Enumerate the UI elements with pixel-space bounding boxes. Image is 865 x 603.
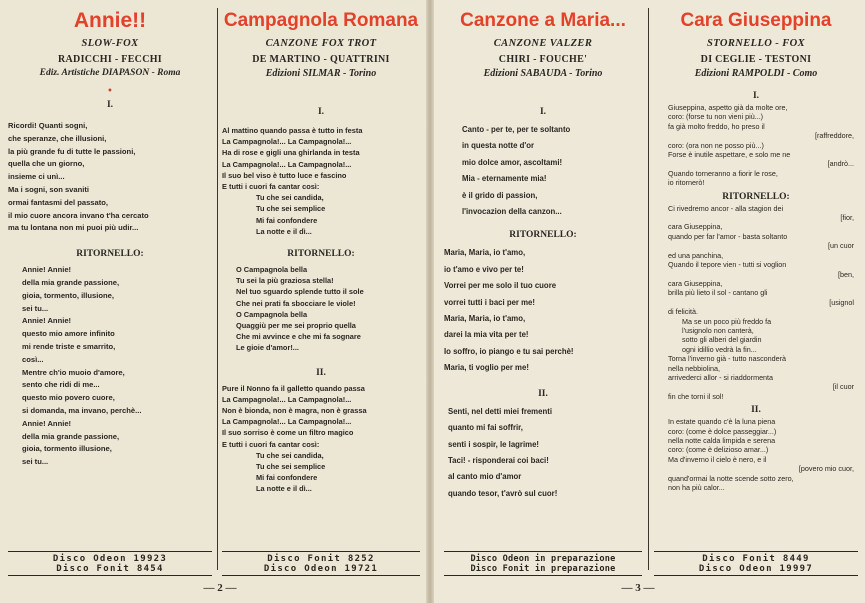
disco-line: Disco Fonit 8252 [267,554,375,564]
lyric-line: insieme ci unì... [8,172,65,182]
lyric-line: O Campagnola bella [236,265,308,275]
lyric-line: E tutti i cuori fa cantar così: [222,439,320,449]
song-title: Cara Giuseppina [680,10,832,31]
song-publisher: Edizioni SABAUDA - Torino [483,68,603,79]
lyric-line: Io soffro, io piango e tu sai perchè! [444,346,574,356]
lyric-line: La Campagnola!... La Campagnola!... [222,137,352,147]
lyric-line: Mentre ch'io muoio d'amore, [22,367,125,377]
lyric-line: Maria, Maria, io t'amo, [444,248,526,258]
lyric-line-continuation: [il cuor [832,382,854,392]
lyric-line: Ma i sogni, son svaniti [8,184,90,194]
lyric-line: Non è bionda, non è magra, non è grassa [222,406,367,416]
lyric-line: mi rende triste e smarrito, [22,341,116,351]
lyric-line: La Campagnola!... La Campagnola!... [222,417,352,427]
lyric-line: Tu che sei candida, [256,450,324,460]
lyric-line: Annie! Annie! [22,265,72,275]
lyric-line: Vorrei per me solo il tuo cuore [444,281,557,291]
song-title: Annie!! [73,9,147,32]
lyric-line: Nel tuo sguardo splende tutto il sole [236,287,364,297]
ornament-dot [222,87,420,97]
lyric-line: Il suo bel viso è tutto luce e fascino [222,170,347,180]
lyric-line: coro: (forse tu non vieni più...) [668,112,764,122]
song-column-giuseppina [650,6,862,576]
lyric-line: Tu che sei semplice [256,204,326,214]
lyric-line: sotto gli alberi del giardin [682,335,762,345]
disco-info [444,551,642,576]
lyric-line: Le gioie d'amor!... [236,343,299,353]
lyric-line: sei tu... [22,303,49,313]
lyric-line: Che mi avvince e che mi fa sognare [236,332,361,342]
lyric-line: coro: (come è dolce passeggiar...) [668,426,777,436]
lyric-line: l'invocazion della canzon... [462,207,562,217]
lyric-line: coro: (come è delizioso amar...) [668,445,769,455]
song-title: Campagnola Romana [223,10,419,31]
lyric-line: sei tu... [22,457,49,467]
lyric-line: coro: (ora non ne posso più...) [668,140,764,150]
song-genre: STORNELLO - FOX [707,38,805,49]
verse-lines [222,383,420,495]
lyric-line: non ha più calor... [668,483,725,493]
lyric-line: ormai fantasmi del passato, [8,197,109,207]
verse-label: I. [752,91,760,101]
song-publisher: Edizioni SILMAR - Torino [265,68,377,79]
lyric-line: Maria, Maria, io t'amo, [444,314,526,324]
verse-lines [222,125,420,237]
lyric-line-continuation: [raffreddore, [814,131,854,141]
page-number-right: — 3 — [621,582,655,594]
verse-lines [444,404,642,502]
song-genre: SLOW-FOX [81,38,139,49]
lyric-line: fin che torni il sol! [668,391,724,401]
lyric-line: sento che ridi di me... [22,380,100,390]
page-gutter [426,0,434,603]
lyric-line: fa già molto freddo, ho preso il [668,121,765,131]
song-authors: DI CEGLIE - TESTONI [700,54,812,65]
disco-line: Disco Odeon 19997 [698,564,814,574]
lyric-line: nella nebbiolina, [668,363,720,373]
refrain-lines [654,204,858,402]
lyric-line: si domanda, ma invano, perchè... [22,405,142,415]
page-number-left: — 2 — [203,582,237,594]
verse-label: I. [106,100,114,110]
lyric-line: E tutti i cuori fa cantar così: [222,182,320,192]
lyric-line: così... [22,354,44,364]
lyric-line: Senti, nel detti miei frementi [448,406,552,416]
lyric-line: la più grande fu di tutte le passioni, [8,146,136,156]
song-publisher: Ediz. Artistiche DIAPASON - Roma [39,68,181,78]
lyric-line: Maria, ti voglio per me! [444,363,529,373]
lyric-line: La Campagnola!... La Campagnola!... [222,394,352,404]
lyric-line: Tu che sei semplice [256,462,326,472]
lyric-line: di felicità. [668,307,698,317]
lyric-line: è il grido di passion, [462,190,538,200]
lyric-line-continuation: [andrò... [827,159,854,169]
disco-info [222,551,420,576]
lyric-line: Ci rivedremo ancor - alla stagion dei [668,203,784,213]
lyric-line-continuation: [un cuor [828,241,854,251]
song-column-annie [4,6,216,576]
refrain-lines [8,264,212,469]
ornament-dot [654,83,858,87]
lyric-line: cara Giuseppina, [668,278,723,288]
disco-line: Disco Odeon 19721 [263,564,379,574]
lyric-line: Il suo sorriso è come un filtro magico [222,428,354,438]
song-genre: CANZONE FOX TROT [265,38,377,49]
verse-lines [654,103,858,188]
verse-label: II. [751,405,761,416]
verse-label: I. [317,107,325,117]
disco-line: Disco Odeon in preparazione [470,554,616,564]
verse-lines [8,120,212,235]
lyric-line: Ma se un poco più freddo fa [682,316,772,326]
lyric-line: Torna l'inverno già - tutto nasconderà [668,354,787,364]
lyric-line: gioia, tormento, illusione, [22,290,114,300]
lyric-line: io ritornerò! [668,178,705,188]
lyric-line: Annie! Annie! [22,418,72,428]
lyric-line: Che nei prati fa sbocciare le viole! [236,298,356,308]
lyric-line: ma tu lontana non mi puoi più udir... [8,223,139,233]
refrain-label: RITORNELLO: [287,249,355,260]
lyric-line-continuation: [povero mio cuor, [798,464,854,474]
song-publisher: Edizioni RAMPOLDI - Como [694,68,818,79]
refrain-label: RITORNELLO: [722,191,790,202]
lyric-line: La Campagnola!... La Campagnola!... [222,159,352,169]
lyric-line: Ricordi! Quanti sogni, [8,121,88,130]
lyric-line: io t'amo e vivo per te! [444,264,524,274]
disco-line: Disco Fonit 8454 [56,564,164,574]
refrain-label: RITORNELLO: [509,230,577,241]
lyric-line-continuation: [fior, [840,213,854,223]
lyric-line: nella notte calda limpida e serena [668,436,776,445]
lyric-line: gioia, tormento illusione, [22,444,112,454]
lyric-line: darei la mia vita per te! [444,330,529,340]
disco-info [8,551,212,576]
lyric-line-continuation: [ben, [838,269,854,279]
lyric-line: brilla più lieto il sol - cantano gli [668,288,768,298]
verse-label: I. [539,107,547,117]
lyric-line: Taci! - risponderai coi baci! [448,455,549,465]
lyric-line: quanto mi fai soffrir, [448,423,523,433]
lyric-line: ogni idillio vedrà la fin... [682,344,757,354]
lyric-line: mio dolce amor, ascoltami! [462,157,563,167]
disco-line: Disco Fonit 8449 [702,554,810,564]
lyric-line: Tu sei la più graziosa stella! [236,276,334,286]
lyric-line: Annie! Annie! [22,316,72,326]
lyric-line: l'usignolo non canterà, [682,325,754,335]
lyric-line: quella che un giorno, [8,159,85,169]
disco-info [654,551,858,576]
refrain-lines [222,264,420,354]
ornament-dot: • [107,86,113,97]
lyric-line-continuation: [usignol [829,297,854,307]
lyric-line: in questa notte d'or [462,141,535,151]
lyric-line: Canto - per te, per te soltanto [462,125,571,134]
lyric-line: quand'ormai la notte scende sotto zero, [668,473,794,483]
lyric-line: Forse è inutile aspettare, e solo me ne [668,150,791,160]
lyric-line: al canto mio d'amor [448,472,522,482]
song-authors: RADICCHI - FECCHI [58,54,162,65]
lyric-line: quando tesor, t'avrò sul cuor! [448,488,558,498]
refrain-lines [444,245,642,376]
lyric-line: ed una panchina, [668,250,724,260]
lyric-line: Mia - eternamente mia! [462,174,547,184]
lyric-line: cara Giuseppina, [668,222,723,232]
lyric-line: Tu che sei candida, [256,193,324,203]
lyric-line: O Campagnola bella [236,309,308,319]
lyric-line: questo mio povero cuore, [22,393,115,403]
lyric-line: Mi fai confondere [256,473,318,483]
lyric-line: In estate quando c'è la luna piena [668,417,776,427]
lyric-line: Quando il tepore vien - tutti si voglion [668,260,787,270]
lyric-line: Pure il Nonno fa il galletto quando passa [222,383,365,393]
ornament-dot [444,87,642,97]
lyric-line: della mia grande passione, [22,277,120,287]
lyric-line: questo mio amore infinito [22,329,115,339]
song-title: Canzone a Maria... [460,10,626,31]
verse-label: II. [538,388,548,399]
disco-line: Disco Odeon 19923 [52,554,168,564]
lyric-line: vorrei tutti i baci per me! [444,297,535,307]
refrain-label: RITORNELLO: [76,249,144,260]
lyric-line: arrivederci allor - si riaddormenta [668,372,774,382]
lyric-line: Ma d'inverno il cielo è nero, e il [668,454,767,464]
lyric-line: quando per far l'amor - basta soltanto [668,231,788,241]
lyric-line: Al mattino quando passa è tutto in festa [222,126,363,135]
lyric-line: La notte e il dì... [256,484,312,494]
song-authors: DE MARTINO - QUATTRINI [252,54,390,65]
song-column-campagnola [218,6,424,576]
column-divider [648,8,649,570]
lyric-line: Quaggiù per me sei proprio quella [236,321,356,331]
lyric-line: La notte e il dì... [256,226,312,236]
lyric-line: Ha di rose e gigli una ghirlanda in testa [222,148,360,158]
verse-lines [444,122,642,220]
lyric-line: Giuseppina, aspetto già da molte ore, [668,103,788,112]
song-authors: CHIRI - FOUCHE' [498,54,588,65]
song-column-maria [440,6,646,576]
lyric-line: senti i sospir, le lagrime! [448,439,539,449]
lyric-line: della mia grande passione, [22,431,120,441]
verse-label: II. [316,367,326,378]
lyric-line: Mi fai confondere [256,215,318,225]
song-genre: CANZONE VALZER [493,38,593,49]
lyric-line: Quando torneranno a fiorir le rose, [668,168,778,178]
lyric-line: il mio cuore ancora invano t'ha cercato [8,210,149,220]
disco-line: Disco Fonit in preparazione [470,564,616,574]
verse-lines [654,417,858,492]
lyric-line: che speranze, che illusioni, [8,133,107,143]
